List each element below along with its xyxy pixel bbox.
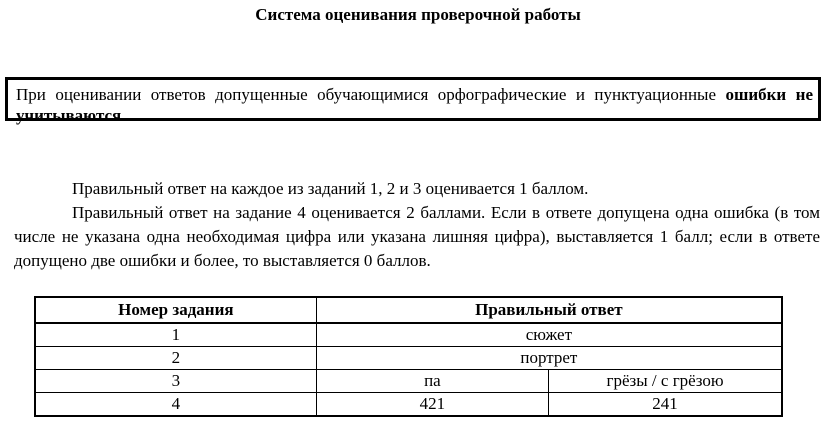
task-number-cell: 2 [35, 347, 316, 370]
answer-cell-b: грёзы / с грёзою [549, 370, 782, 393]
answer-cell-a: па [316, 370, 548, 393]
notice-text: При оценивании ответов допущенные обучающимися орфографические и пунктуационные [16, 85, 726, 104]
answer-cell: портрет [316, 347, 782, 370]
table-header-row [35, 297, 782, 323]
header-task-number: Номер задания [35, 297, 316, 323]
grading-notice-box [5, 77, 821, 125]
answer-cell: сюжет [316, 323, 782, 347]
answer-cell-a: 421 [316, 393, 548, 417]
table-row [35, 393, 782, 417]
answers-table [34, 296, 783, 417]
page-title: Система оценивания проверочной работы [255, 5, 581, 24]
task-number-cell: 1 [35, 323, 316, 347]
notice-bold-text: ошибки не учитываются [16, 85, 813, 125]
scoring-paragraph-1: Правильный ответ на каждое из заданий 1, 2 и 3 оценивается 1 баллом. [72, 179, 589, 198]
notice-text-end: . [121, 106, 126, 125]
task-number-cell: 4 [35, 393, 316, 417]
header-correct-answer: Правильный ответ [316, 297, 782, 323]
table-row [35, 370, 782, 393]
scoring-paragraph-2: Правильный ответ на задание 4 оценивается 2 баллами. Если в ответе допущена одна ошибка (в том числе не указана одна необходимая цифра или указана лишняя цифра), выставляется 1 балл; если в ответе допущено две ошибки и более, то выставляется 0 баллов. [14, 203, 820, 270]
answer-cell-b: 241 [549, 393, 782, 417]
task-number-cell: 3 [35, 370, 316, 393]
table-row [35, 347, 782, 370]
table-row [35, 323, 782, 347]
